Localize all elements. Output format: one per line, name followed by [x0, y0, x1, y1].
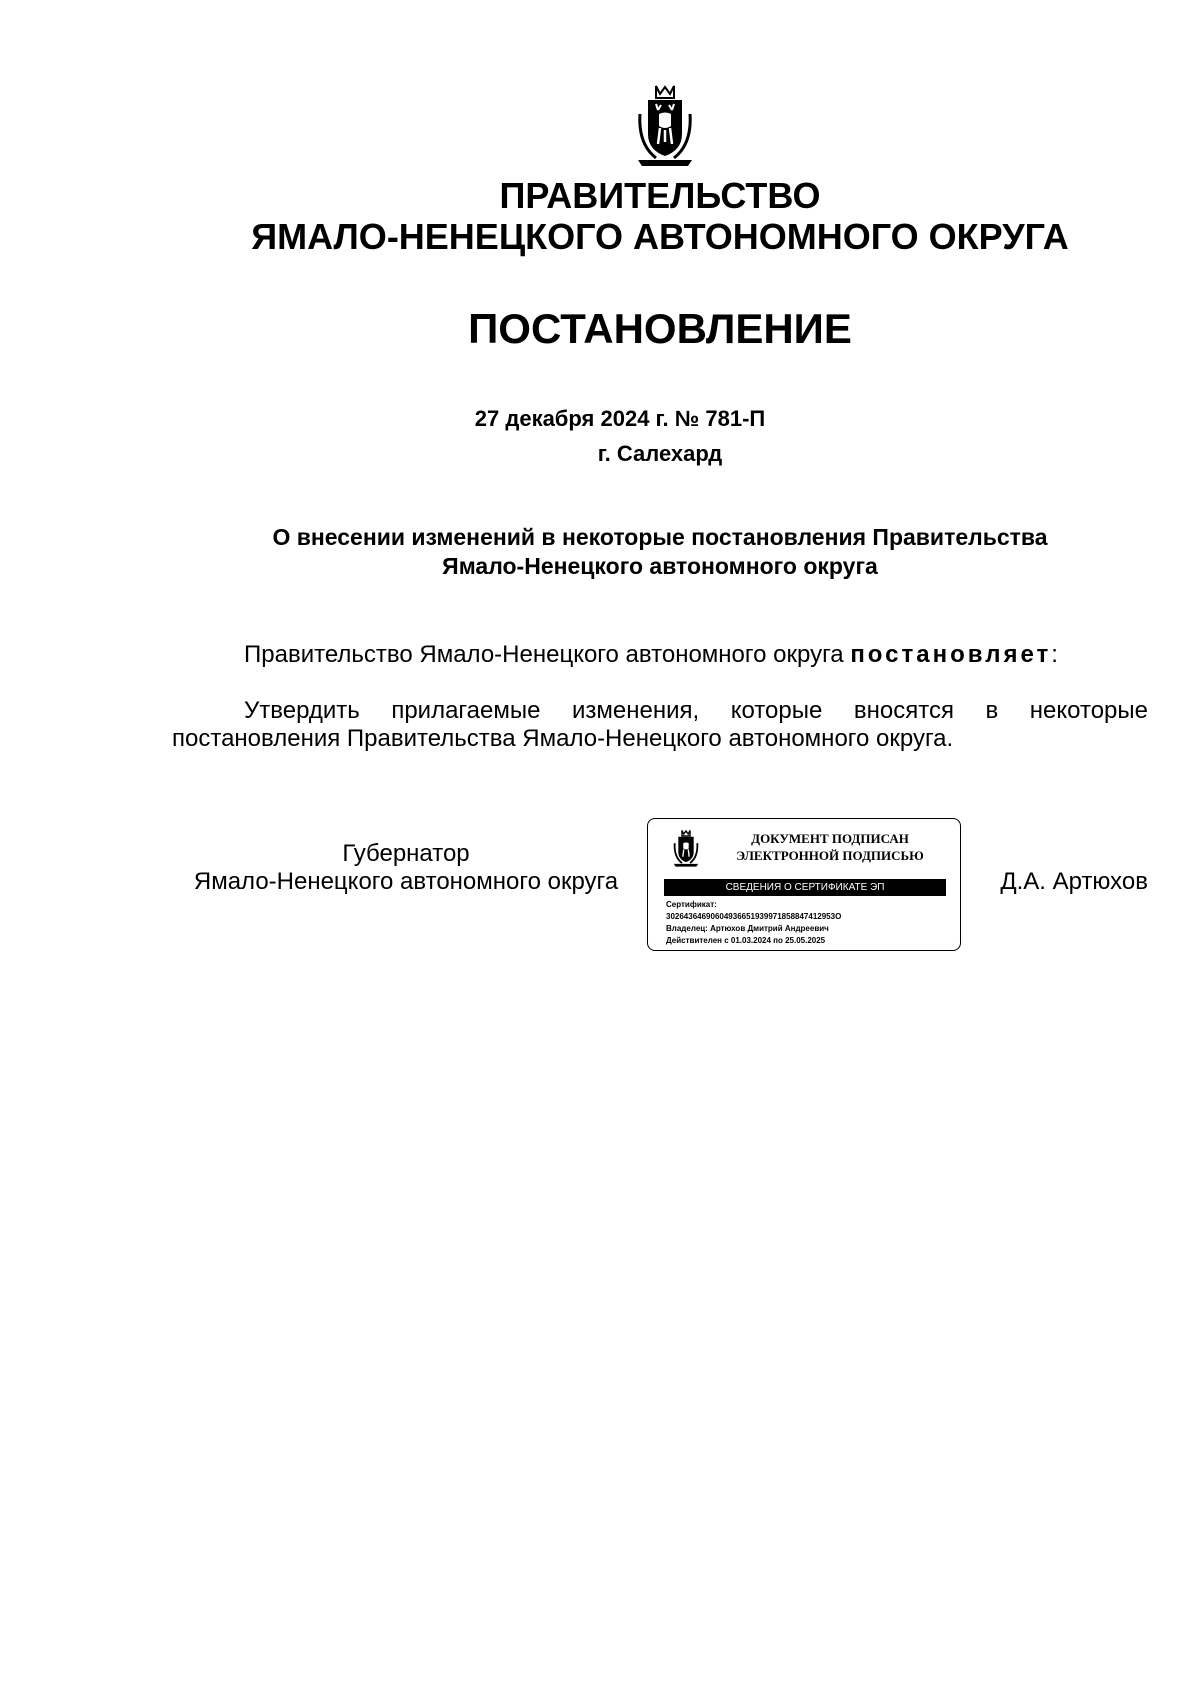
- stamp-coat-of-arms-icon: [672, 829, 700, 869]
- document-date-number: 27 декабря 2024 г. № 781-П: [474, 406, 766, 431]
- certificate-details: [666, 899, 956, 947]
- document-subject: [172, 523, 1148, 581]
- coat-of-arms-icon: [634, 84, 696, 170]
- intro-colon: :: [1051, 641, 1058, 668]
- organization-title-line2: ЯМАЛО-НЕНЕЦКОГО АВТОНОМНОГО ОКРУГА: [251, 216, 1069, 257]
- certificate-info-bar: СВЕДЕНИЯ О СЕРТИФИКАТЕ ЭП: [664, 879, 946, 896]
- certificate-number: 30264364690604936651939971858847412953O: [666, 912, 842, 921]
- certificate-validity: Действителен с 01.03.2024 по 25.05.2025: [666, 936, 826, 945]
- document-city: г. Салехард: [597, 441, 723, 466]
- subject-line2: Ямало-Ненецкого автономного округа: [442, 553, 878, 579]
- intro-text: Правительство Ямало-Ненецкого автономного округа: [244, 641, 851, 668]
- stamp-title-line2: ЭЛЕКТРОННОЙ ПОДПИСЬЮ: [736, 848, 924, 863]
- signatory-title: Губернатор: [342, 840, 470, 867]
- resolution-body-paragraph: Утвердить прилагаемые изменения, которые вносятся в некоторые постановления Правительства Ямало-Ненецкого автономного округа.: [172, 697, 1148, 752]
- resolution-intro-paragraph: [172, 641, 1148, 669]
- subject-line1: О внесении изменений в некоторые постановления Правительства: [272, 524, 1048, 550]
- signatory-position: [172, 840, 640, 896]
- document-type-heading: ПОСТАНОВЛЕНИЕ: [468, 305, 852, 352]
- electronic-signature-stamp: [647, 818, 961, 951]
- certificate-owner: Владелец: Артюхов Дмитрий Андреевич: [666, 924, 829, 933]
- certificate-label: Сертификат:: [666, 900, 717, 909]
- signatory-region: Ямало-Ненецкого автономного округа: [193, 868, 619, 895]
- stamp-title-line1: ДОКУМЕНТ ПОДПИСАН: [751, 831, 909, 846]
- stamp-title: [710, 830, 950, 864]
- organization-title-line1: ПРАВИТЕЛЬСТВО: [499, 175, 821, 216]
- signatory-name: Д.А. Артюхов: [1000, 868, 1148, 895]
- resolves-emphasis: постановляет: [850, 641, 1052, 668]
